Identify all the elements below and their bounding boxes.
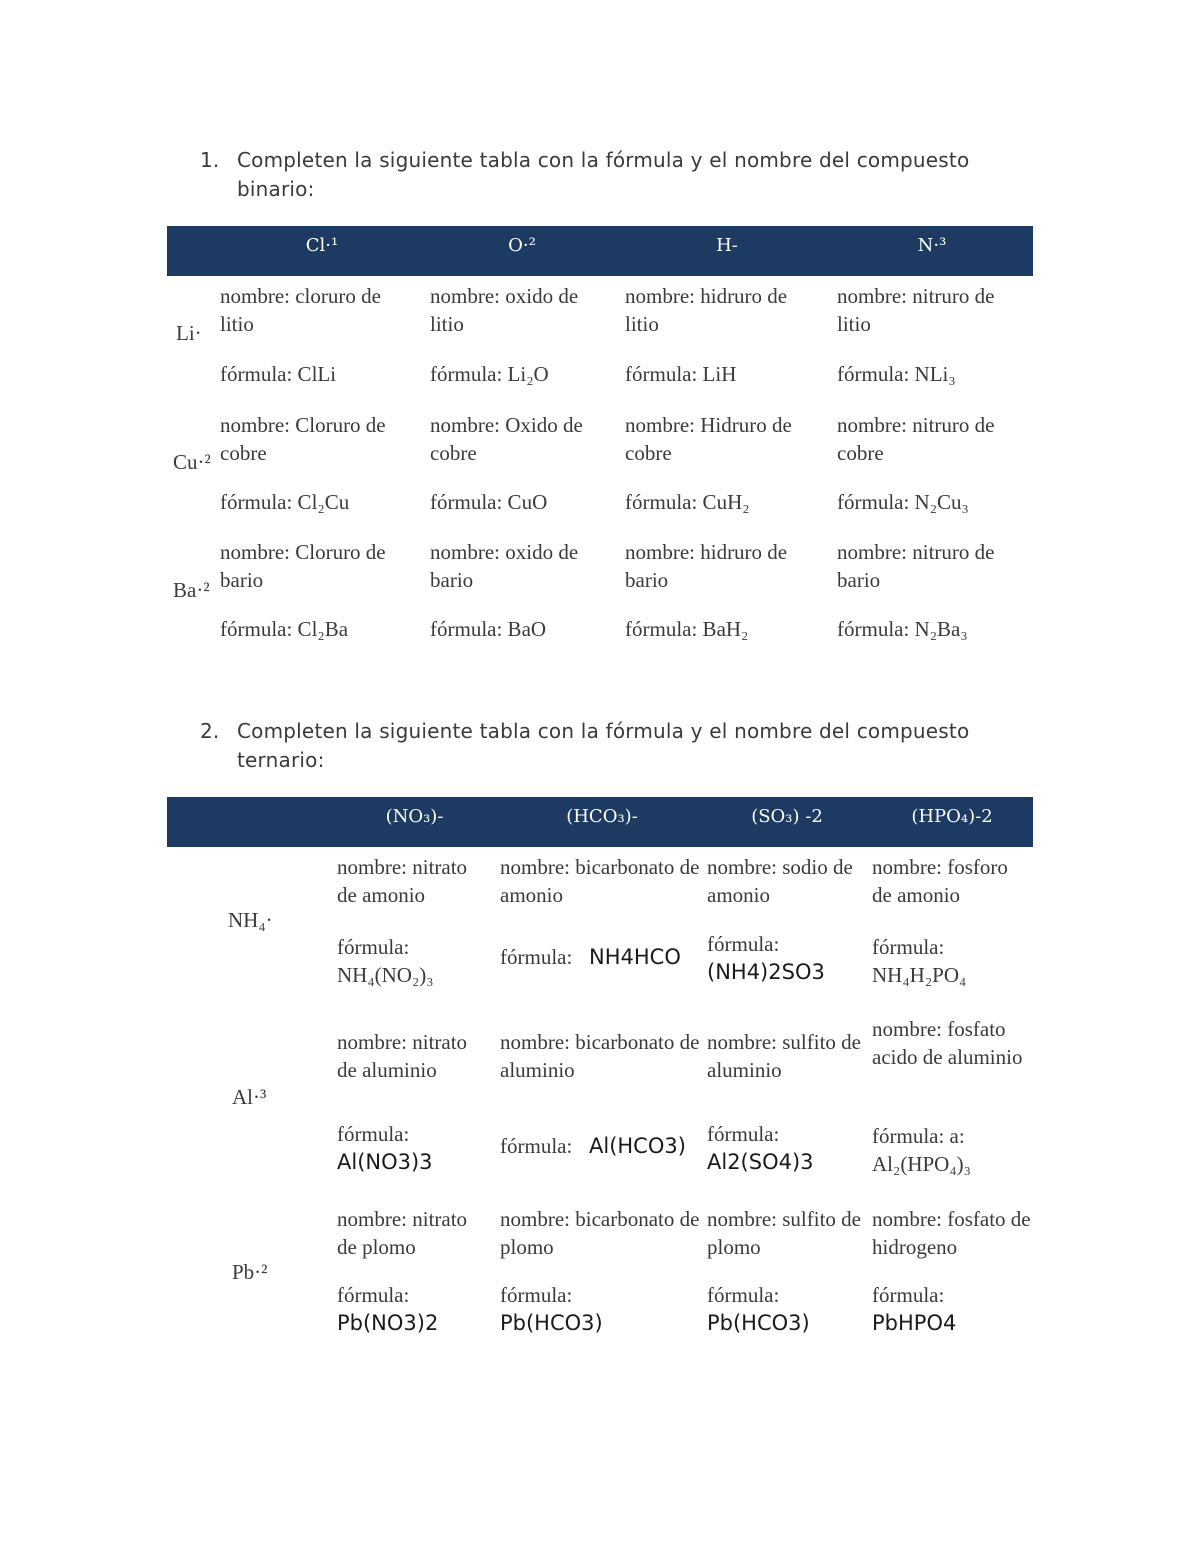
table-2-row-label: Al·³: [232, 1085, 267, 1109]
table-2-nombre-cell: nombre: sulfito de plomo: [707, 1207, 861, 1259]
table-1-header-cell: N·³: [917, 235, 947, 256]
table-2-formula-value: PbHPO4: [872, 1311, 957, 1335]
table-1-row-label: Cu·²: [173, 450, 211, 474]
table-1-nombre-cell: nombre: nitruro de bario: [837, 540, 995, 592]
table-1-nombre-cell: nombre: cloruro de litio: [220, 284, 381, 336]
table-2-formula-value: NH₄(NO₂)₃: [337, 963, 434, 987]
table-2-header-cell: (HPO₄)-2: [911, 806, 993, 827]
table-2-nombre-cell: nombre: bicarbonato de amonio: [500, 855, 700, 907]
table-1-nombre-cell: nombre: nitruro de cobre: [837, 413, 995, 465]
table-1-formula-cell: fórmula: Cl₂Ba: [220, 617, 349, 641]
table-2-nombre-cell: nombre: nitrato de plomo: [337, 1207, 468, 1259]
table-1-formula-cell: fórmula: ClLi: [220, 362, 337, 386]
table-2-header: [167, 797, 1033, 847]
question-1-text: Completen la siguiente tabla con la fórmula y el nombre del compuesto binario:: [237, 148, 970, 201]
table-2-header-cell: (HCO₃)-: [566, 806, 638, 827]
table-2-header-cell: (SO₃) -2: [751, 806, 823, 827]
table-1-nombre-cell: nombre: nitruro de litio: [837, 284, 995, 336]
table-1-formula-cell: fórmula: CuO: [430, 490, 548, 514]
table-2-formula-label: fórmula:: [707, 1122, 780, 1146]
table-2-formula-value: Al(NO3)3: [337, 1150, 433, 1174]
table-1-header-cell: Cl·¹: [305, 235, 339, 256]
table-2-nombre-cell: nombre: nitrato de amonio: [337, 855, 468, 907]
table-2-row-label: Pb·²: [232, 1260, 268, 1284]
table-1-header: [167, 226, 1033, 276]
table-1-nombre-cell: nombre: hidruro de bario: [625, 540, 788, 592]
table-1-formula-cell: fórmula: BaH₂: [625, 617, 749, 641]
question-2-number: 2.: [200, 719, 220, 743]
table-2-formula-value: NH4HCO: [589, 945, 681, 969]
table-1-header-cell: H-: [716, 235, 738, 256]
table-2-nombre-cell: nombre: fosfato acido de aluminio: [872, 1017, 1023, 1069]
table-1-nombre-cell: nombre: hidruro de litio: [625, 284, 788, 336]
table-1-nombre-cell: nombre: Hidruro de cobre: [625, 413, 792, 465]
table-1-nombre-cell: nombre: Oxido de cobre: [430, 413, 583, 465]
table-2-formula-label: fórmula:: [337, 1122, 410, 1146]
table-2-formula-value: Pb(HCO3): [707, 1311, 810, 1335]
table-2-nombre-cell: nombre: nitrato de aluminio: [337, 1030, 468, 1082]
table-2-nombre-cell: nombre: fosfato de hidrogeno: [872, 1207, 1031, 1259]
table-2-formula-value: Al₂(HPO₄)₃: [872, 1152, 971, 1176]
question-1-number: 1.: [200, 148, 220, 172]
table-2-nombre-cell: nombre: bicarbonato de plomo: [500, 1207, 700, 1259]
table-2-formula-value: Al(HCO3): [589, 1134, 686, 1158]
table-1-nombre-cell: nombre: oxido de litio: [430, 284, 579, 336]
table-2-formula-label: fórmula:: [872, 935, 945, 959]
table-1-formula-cell: fórmula: LiH: [625, 362, 737, 386]
table-2-formula-value: Al2(SO4)3: [707, 1150, 814, 1174]
table-2-row-label: NH₄·: [228, 908, 273, 932]
table-2-formula-value: NH₄H₂PO₄: [872, 963, 967, 987]
table-1-formula-cell: fórmula: Li₂O: [430, 362, 549, 386]
table-2-formula-label: fórmula:: [500, 1134, 573, 1158]
table-1-formula-cell: fórmula: CuH₂: [625, 490, 750, 514]
table-2-formula-label: fórmula:: [337, 935, 410, 959]
table-1-formula-cell: fórmula: Cl₂Cu: [220, 490, 350, 514]
table-2-formula-label: fórmula:: [707, 1283, 780, 1307]
table-2-formula-label: fórmula:: [500, 945, 573, 969]
table-2-formula-value: Pb(NO3)2: [337, 1311, 439, 1335]
table-2-formula-label: fórmula:: [337, 1283, 410, 1307]
table-2-formula-label: fórmula: a:: [872, 1124, 965, 1148]
table-2-formula-label: fórmula:: [707, 932, 780, 956]
table-1-nombre-cell: nombre: oxido de bario: [430, 540, 579, 592]
table-1-row-label: Li·: [176, 321, 202, 345]
table-2-header-cell: (NO₃)-: [385, 806, 444, 827]
table-2-formula-label: fórmula:: [500, 1283, 573, 1307]
table-1-nombre-cell: nombre: Cloruro de cobre: [220, 413, 386, 465]
table-1-nombre-cell: nombre: Cloruro de bario: [220, 540, 386, 592]
table-2-formula-value: (NH4)2SO3: [707, 960, 825, 984]
table-2-nombre-cell: nombre: fosforo de amonio: [872, 855, 1008, 907]
table-1-formula-cell: fórmula: BaO: [430, 617, 547, 641]
table-2-formula-label: fórmula:: [872, 1283, 945, 1307]
table-1-formula-cell: fórmula: N₂Cu₃: [837, 490, 969, 514]
table-2-formula-value: Pb(HCO3): [500, 1311, 603, 1335]
table-1-formula-cell: fórmula: N₂Ba₃: [837, 617, 968, 641]
question-2-text: Completen la siguiente tabla con la fórmula y el nombre del compuesto ternario:: [237, 719, 970, 772]
table-2-nombre-cell: nombre: sodio de amonio: [707, 855, 853, 907]
table-2-nombre-cell: nombre: bicarbonato de aluminio: [500, 1030, 700, 1082]
table-2-nombre-cell: nombre: sulfito de aluminio: [707, 1030, 861, 1082]
table-1-formula-cell: fórmula: NLi₃: [837, 362, 956, 386]
table-1-row-label: Ba·²: [173, 578, 210, 602]
table-1-header-cell: O·²: [508, 235, 536, 256]
